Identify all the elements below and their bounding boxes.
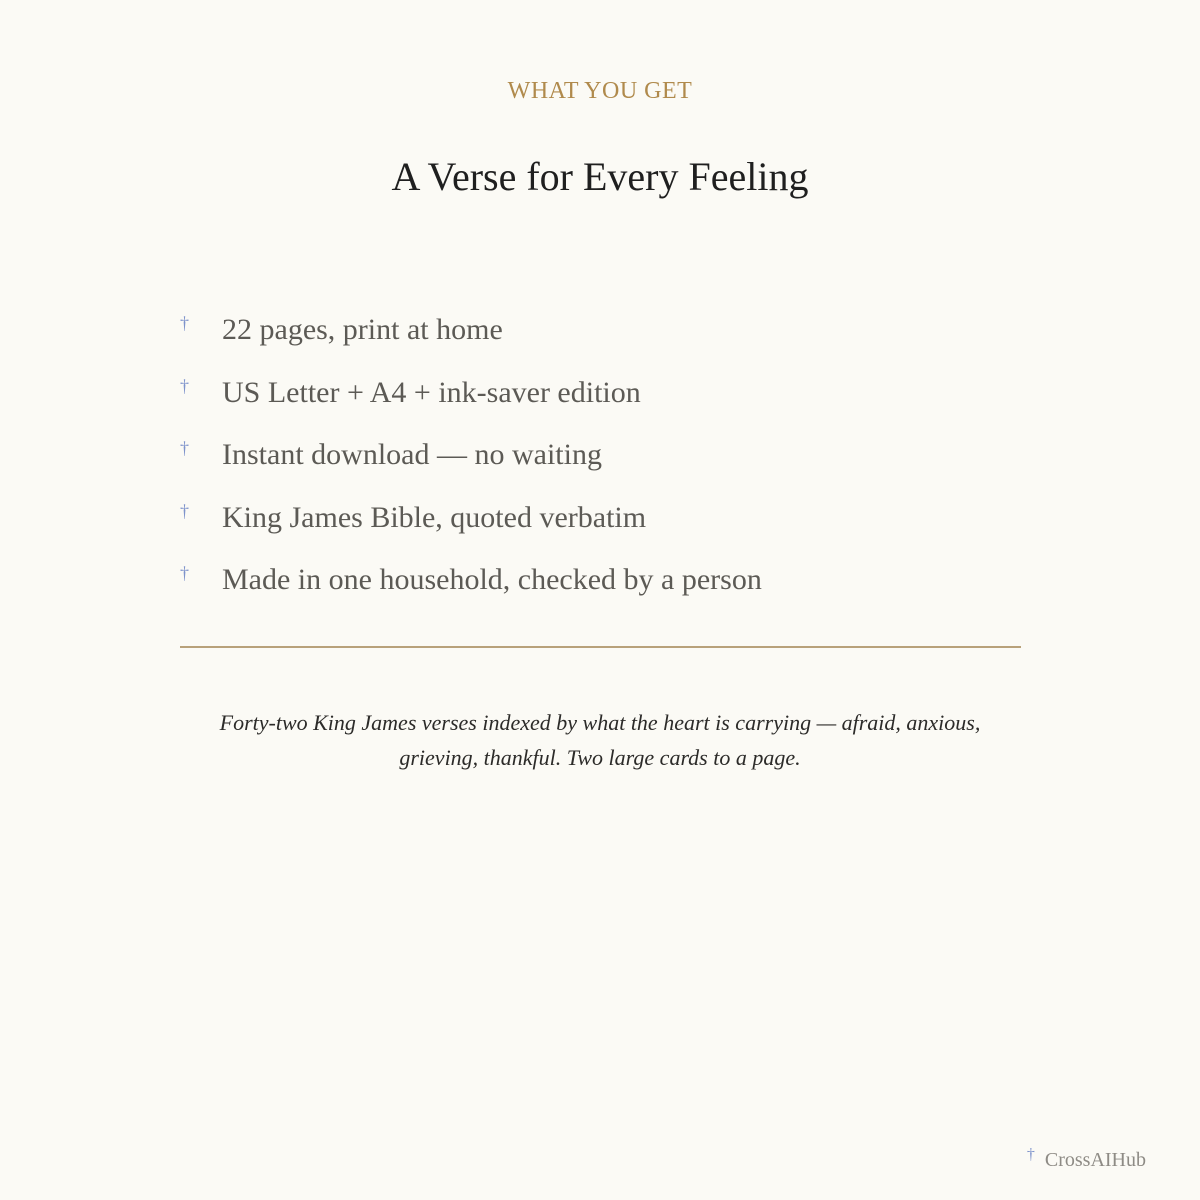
brand-name: CrossAIHub [1044, 1149, 1146, 1171]
feature-text: Instant download — no waiting [222, 438, 602, 471]
feature-item [180, 307, 1080, 370]
feature-item [180, 557, 1080, 620]
feature-item [180, 370, 1080, 433]
section-eyebrow: WHAT YOU GET [507, 78, 693, 104]
section-divider [180, 646, 1021, 648]
feature-text: King James Bible, quoted verbatim [222, 500, 647, 534]
brand-mark [1026, 1146, 1146, 1172]
cross-icon: † [180, 438, 189, 458]
feature-text: 22 pages, print at home [222, 313, 503, 346]
product-description: Forty-two King James verses indexed by what the heart is carrying — afraid, anxious, grieving, thankful. Two large cards to a page. [219, 710, 981, 770]
feature-list [180, 307, 1080, 620]
feature-text: Made in one household, checked by a person [222, 563, 762, 596]
cross-icon: † [1026, 1146, 1035, 1163]
cross-icon: † [180, 500, 189, 521]
cross-icon: † [180, 563, 189, 583]
page-title: A Verse for Every Feeling [391, 153, 809, 199]
feature-item [180, 432, 1080, 495]
cross-icon: † [180, 313, 189, 333]
cross-icon: † [180, 375, 189, 396]
feature-text: US Letter + A4 + ink-saver edition [222, 375, 641, 409]
feature-item [180, 495, 1080, 558]
